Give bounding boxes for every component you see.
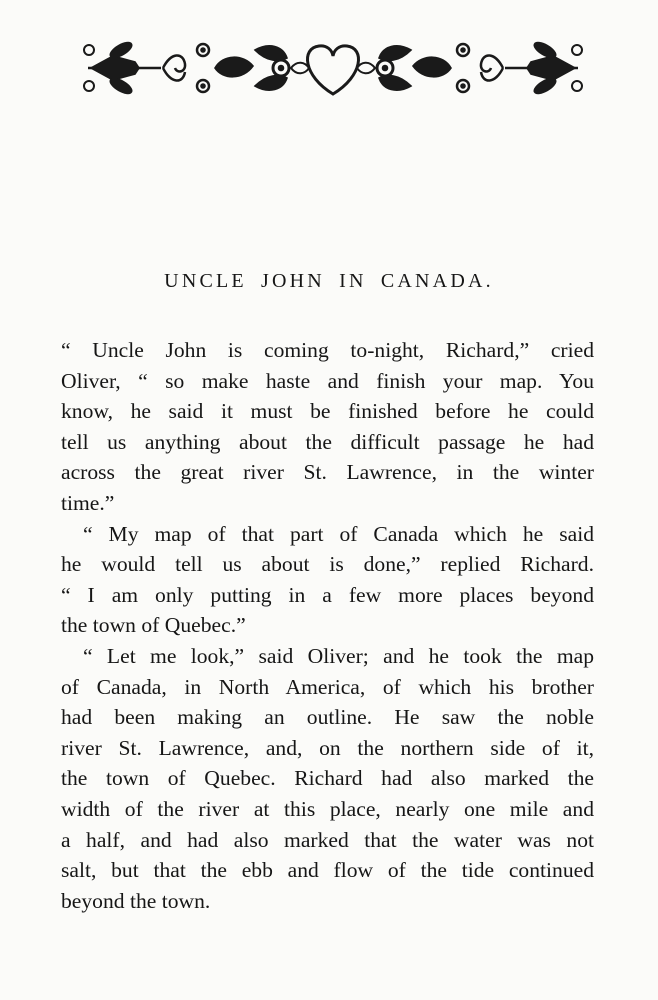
floral-heart-headpiece-icon bbox=[83, 36, 583, 102]
paragraph bbox=[61, 335, 594, 519]
text-line: of Canada, in North America, of which his brother bbox=[61, 674, 594, 699]
text-line: “ Uncle John is coming to-night, Richard,” cried bbox=[61, 338, 594, 362]
text-line: salt, but that the ebb and flow of the tide continued bbox=[61, 858, 594, 883]
text-line: across the great river St. Lawrence, in the winter bbox=[61, 460, 594, 485]
text-line: tell us anything about the difficult passage he had bbox=[61, 429, 594, 454]
text-line: know, he said it must be finished before he could bbox=[61, 399, 594, 424]
text-line: time.” bbox=[61, 490, 115, 515]
text-line: had been making an outline. He saw the noble bbox=[61, 705, 594, 730]
paragraph bbox=[61, 641, 594, 916]
text-line: beyond the town. bbox=[61, 888, 211, 913]
text-line: “ My map of that part of Canada which he said bbox=[83, 521, 594, 546]
text-line: width of the river at this place, nearly one mile and bbox=[61, 796, 594, 821]
paragraph bbox=[61, 519, 594, 641]
text-line: the town of Quebec.” bbox=[61, 613, 246, 638]
text-line: Oliver, “ so make haste and finish your map. You bbox=[61, 368, 594, 393]
text-line: river St. Lawrence, and, on the northern side of it, bbox=[61, 735, 594, 760]
text-line: he would tell us about is done,” replied Richard. bbox=[61, 552, 594, 577]
story-text bbox=[61, 335, 594, 916]
text-line: the town of Quebec. Richard had also marked the bbox=[61, 766, 594, 791]
text-line: “ I am only putting in a few more places beyond bbox=[61, 582, 594, 607]
text-line: “ Let me look,” said Oliver; and he took the map bbox=[83, 643, 594, 668]
text-line: a half, and had also marked that the water was not bbox=[61, 827, 594, 852]
chapter-title: UNCLE JOHN IN CANADA. bbox=[164, 270, 494, 292]
